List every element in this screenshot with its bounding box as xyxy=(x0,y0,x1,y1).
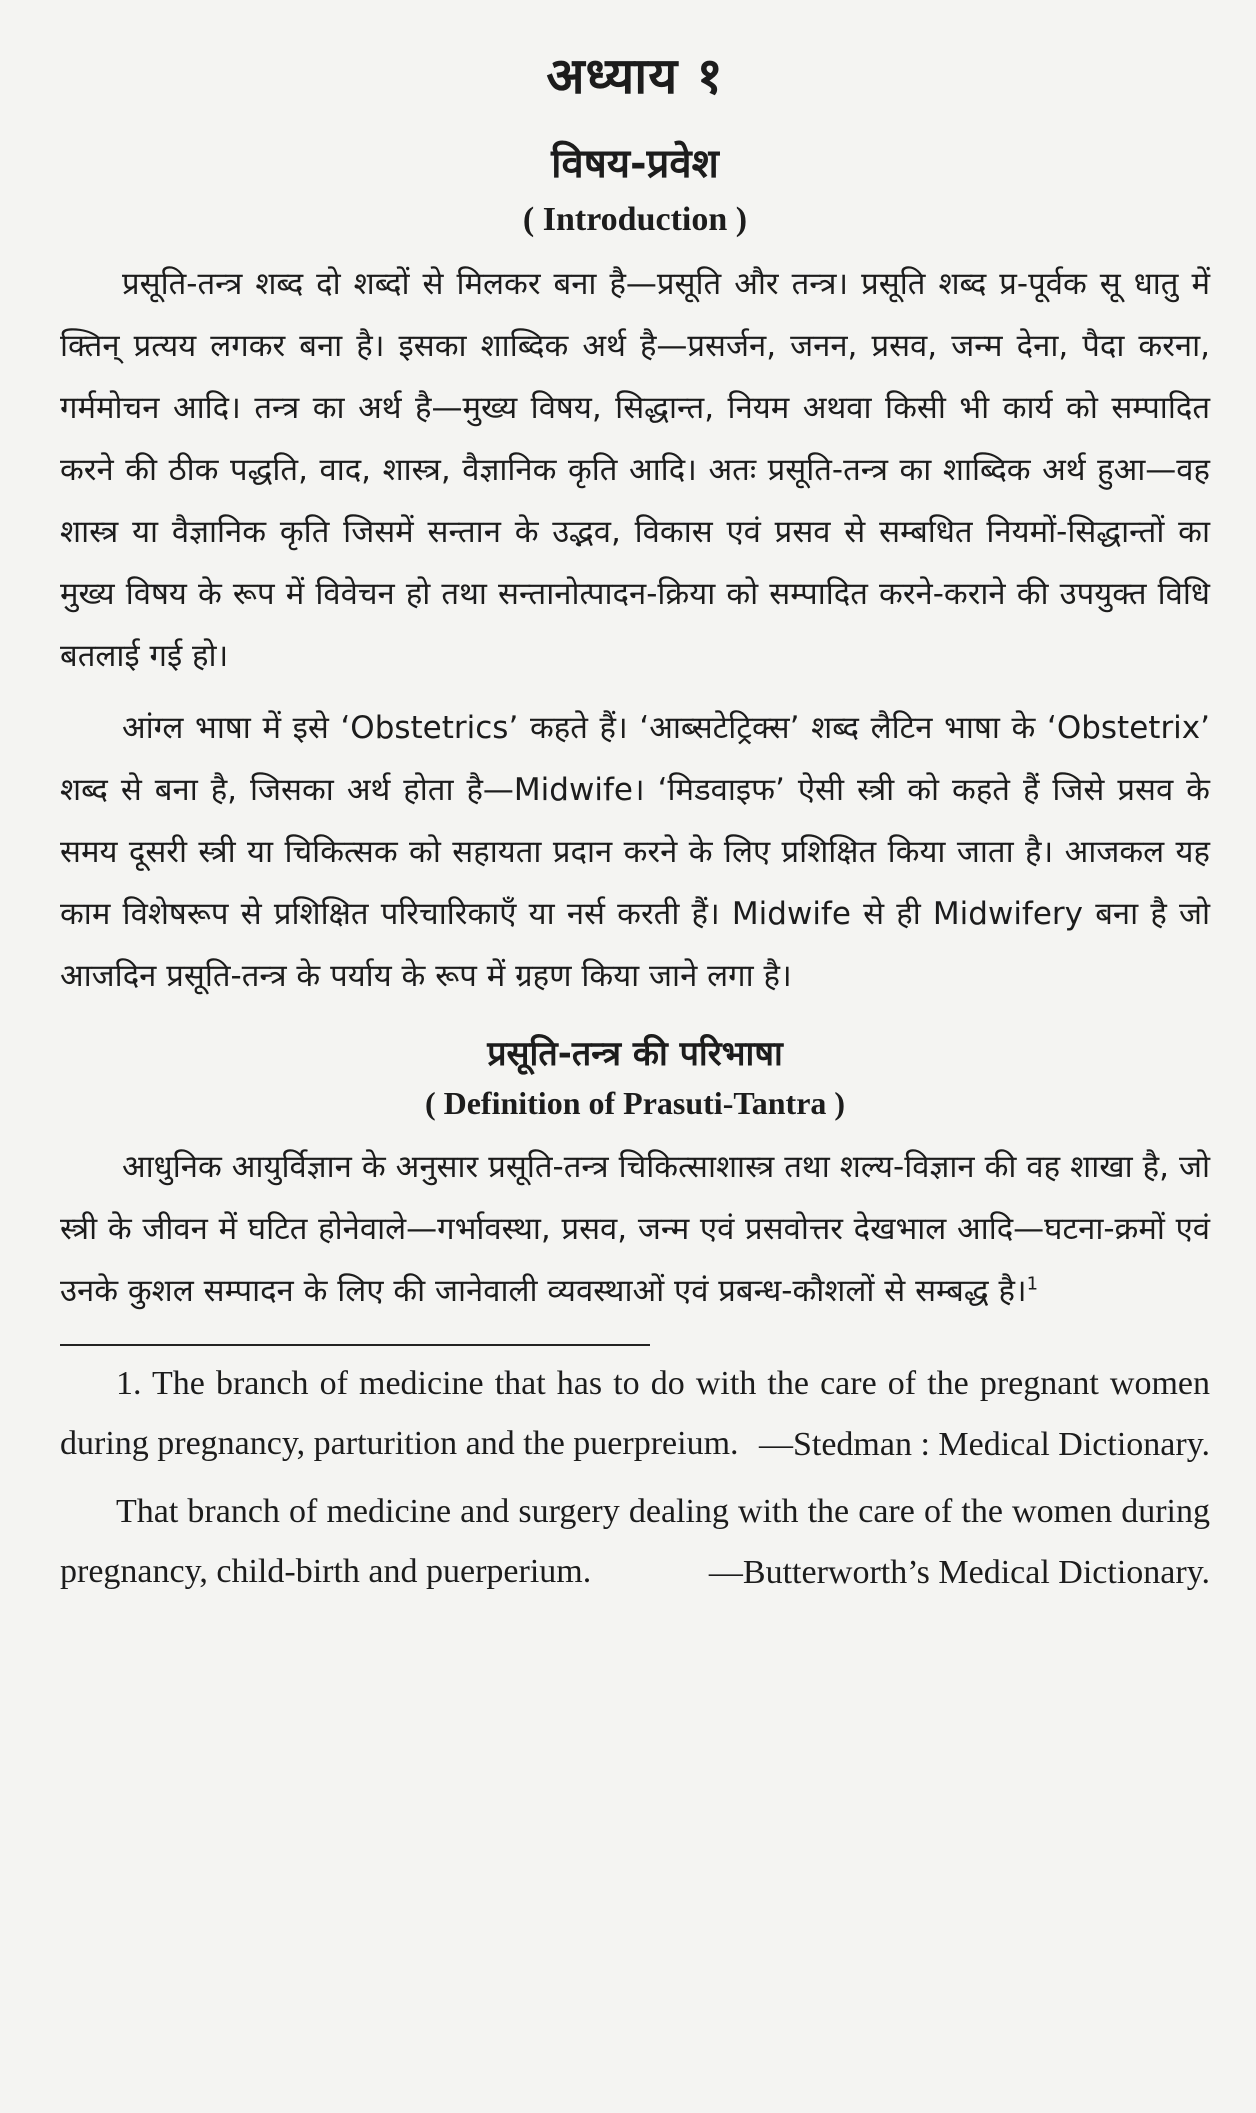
footnote-2-text: That branch of medicine and surgery dealing with the care of the women during pregnancy, child-birth and puerperium. xyxy=(60,1493,1210,1590)
footnote-2-source: —Butterworth’s Medical Dictionary. xyxy=(708,1554,1210,1591)
chapter-title: अध्याय १ xyxy=(546,47,724,105)
footnote-marker: 1 xyxy=(1026,1273,1039,1295)
intro-paragraph-2: आंग्ल भाषा में इसे ‘Obstetrics’ कहते हैं। ‘आब्सटेट्रिक्स’ शब्द लैटिन भाषा के ‘Obstetrix’ शब्द से बना है, जिसका अर्थ होता है—Midwife। ‘मिडवाइफ’ ऐसी स्त्री को कहते हैं जिसे प्रसव के समय दूसरी स्त्री या चिकित्सक को सहायता प्रदान करने के लिए प्रशिक्षित किया जाता है। आजकल यह काम विशेषरूप से प्रशिक्षित परिचारिकाएँ या नर्स करती हैं। Midwife से ही Midwifery बना है जो आजदिन प्रसूति-तन्त्र के पर्याय के रूप में ग्रहण किया जाने लगा है। xyxy=(60,710,1210,994)
footnote-divider xyxy=(60,1344,650,1346)
intro-paragraph-1: प्रसूति-तन्त्र शब्द दो शब्दों से मिलकर बना है—प्रसूति और तन्त्र। प्रसूति शब्द प्र-पूर्वक सू धातु में क्तिन् प्रत्यय लगकर बना है। इसका शाब्दिक अर्थ है—प्रसर्जन, जनन, प्रसव, जन्म देना, पैदा करना, गर्ममोचन आदि। तन्त्र का अर्थ है—मुख्य विषय, सिद्धान्त, नियम अथवा किसी भी कार्य को सम्पादित करने की ठीक पद्धति, वाद, शास्त्र, वैज्ञानिक कृति आदि। अतः प्रसूति-तन्त्र का शाब्दिक अर्थ हुआ—वह शास्त्र या वैज्ञानिक कृति जिसमें सन्तान के उद्भव, विकास एवं प्रसव से सम्बधित नियमों-सिद्धान्तों का मुख्य विषय के रूप में विवेचन हो तथा सन्तानोत्पादन-क्रिया को सम्पादित करने-कराने की उपयुक्त विधि बतलाई गई हो। xyxy=(60,266,1210,674)
definition-text: आधुनिक आयुर्विज्ञान के अनुसार प्रसूति-तन्त्र चिकित्साशास्त्र तथा शल्य-विज्ञान की वह शाखा है, जो स्त्री के जीवन में घटित होनेवाले—गर्भावस्था, प्रसव, जन्म एवं प्रसवोत्तर देखभाल आदि—घटना-क्रमों एवं उनके कुशल सम्पादन के लिए की जानेवाली व्यवस्थाओं एवं प्रबन्ध-कौशलों से सम्बद्ध है। xyxy=(60,1149,1210,1309)
footnote-1-text: 1. The branch of medicine that has to do with the care of the pregnant women during pregnancy, parturition and the puerpreium. xyxy=(60,1365,1210,1462)
book-page xyxy=(60,40,1210,2080)
intro-heading: विषय-प्रवेश xyxy=(551,141,719,187)
definition-subheading: ( Definition of Prasuti-Tantra ) xyxy=(424,1085,846,1121)
definition-paragraph xyxy=(60,1136,1210,1322)
definition-heading: प्रसूति-तन्त्र की परिभाषा xyxy=(487,1034,783,1074)
intro-subheading: ( Introduction ) xyxy=(522,201,748,238)
footnote-1-source: —Stedman : Medical Dictionary. xyxy=(758,1426,1210,1463)
